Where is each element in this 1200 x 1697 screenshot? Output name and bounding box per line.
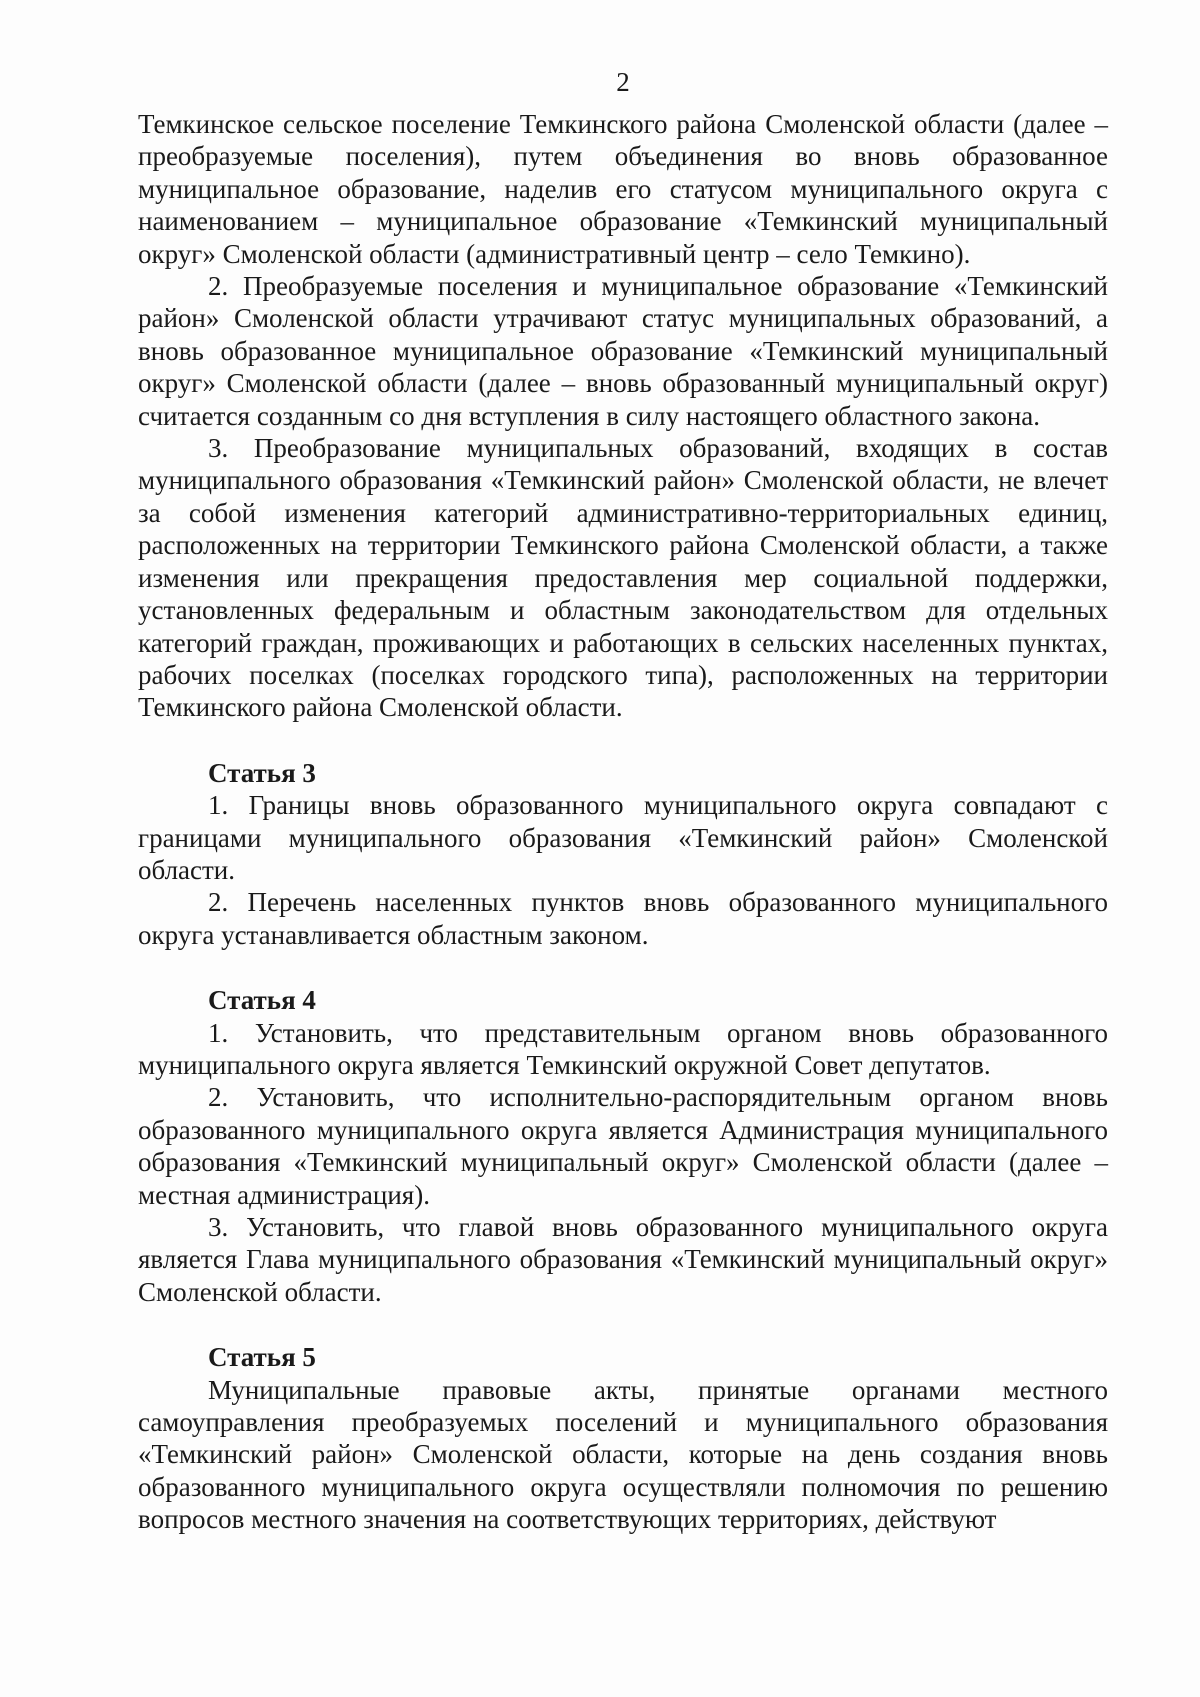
article-4-paragraph-3: 3. Установить, что главой вновь образованного муниципального округа является Глава муниципального образования «Темкинский муниципальный округ» Смоленской области.: [138, 1212, 1108, 1307]
article-3-heading: Статья 3: [208, 757, 316, 788]
page-number: 2: [616, 67, 630, 97]
article-3-paragraph-2: 2. Перечень населенных пунктов вновь образованного муниципального округа устанавливается областным законом.: [138, 887, 1108, 950]
article-5-paragraph-1: Муниципальные правовые акты, принятые органами местного самоуправления преобразуемых поселений и муниципального образования «Темкинский район» Смоленской области, которые на день создания вновь образованного муниципального округа осуществляли полномочия по решению вопросов местного значения на соответствующих территориях, действуют: [138, 1374, 1108, 1535]
article-5-heading: Статья 5: [208, 1342, 316, 1373]
intro-paragraph-3: 3. Преобразование муниципальных образований, входящих в состав муниципального образования «Темкинский район» Смоленской области, не влечет за собой изменения категорий административно-территориальных единиц, расположенных на территории Темкинского района Смоленской области, а также изменения или прекращения предоставления мер социальной поддержки, установленных федеральным и областным законодательством для отдельных категорий граждан, проживающих и работающих в сельских населенных пунктах, рабочих поселках (поселках городского типа), расположенных на территории Темкинского района Смоленской области.: [138, 433, 1108, 723]
intro-paragraph-1: Темкинское сельское поселение Темкинского района Смоленской области (далее – преобразуемые поселения), путем объединения во вновь образованное муниципальное образование, наделив его статусом муниципального округа с наименованием – муниципальное образование «Темкинский муниципальный округ» Смоленской области (административный центр – село Темкино).: [138, 109, 1108, 269]
article-4-paragraph-1: 1. Установить, что представительным органом вновь образованного муниципального округа является Темкинский окружной Совет депутатов.: [138, 1017, 1108, 1080]
article-3-paragraph-1: 1. Границы вновь образованного муниципального округа совпадают с границами муниципального образования «Темкинский район» Смоленской области.: [138, 790, 1108, 885]
article-4-heading: Статья 4: [208, 985, 316, 1016]
article-4-paragraph-2: 2. Установить, что исполнительно-распорядительным органом вновь образованного муниципального округа является Администрация муниципального образования «Темкинский муниципальный округ» Смоленской области (далее – местная администрация).: [138, 1082, 1108, 1210]
intro-paragraph-2: 2. Преобразуемые поселения и муниципальное образование «Темкинский район» Смоленской области утрачивают статус муниципальных образований, а вновь образованное муниципальное образование «Темкинский муниципальный округ» Смоленской области (далее – вновь образованный муниципальный округ) считается созданным со дня вступления в силу настоящего областного закона.: [138, 271, 1108, 431]
